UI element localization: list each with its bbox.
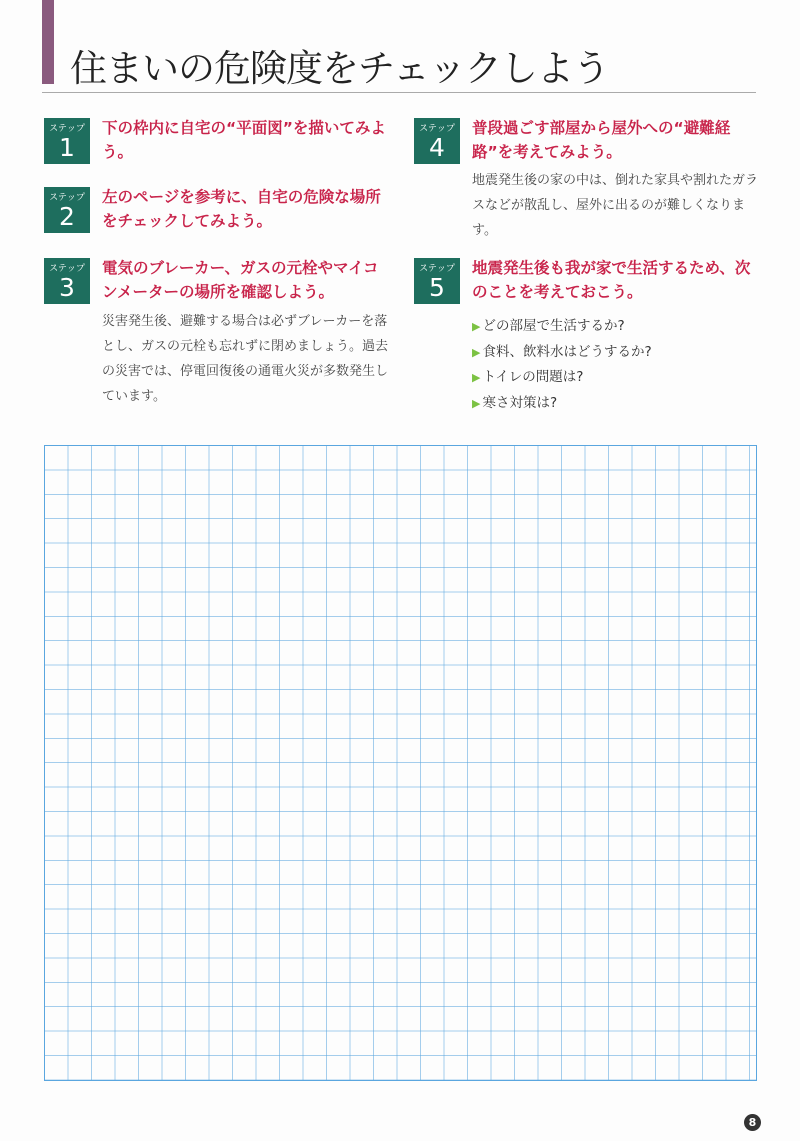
step-badge: ステップ 5 bbox=[414, 258, 460, 304]
step-badge: ステップ 3 bbox=[44, 258, 90, 304]
list-item: ▶ トイレの問題は? bbox=[472, 365, 652, 391]
step-heading: 下の枠内に自宅の“平面図”を描いてみよう。 bbox=[102, 119, 386, 161]
divider bbox=[42, 92, 756, 93]
page-title: 住まいの危険度をチェックしよう bbox=[70, 47, 609, 90]
step-heading: 地震発生後も我が家で生活するため、次のことを考えておこう。 bbox=[472, 259, 751, 301]
step-badge: ステップ 1 bbox=[44, 118, 90, 164]
step-heading: 電気のブレーカー、ガスの元栓やマイコンメーターの場所を確認しよう。 bbox=[102, 259, 379, 301]
title-accent-bar bbox=[42, 0, 54, 84]
list-item: ▶ 寒さ対策は? bbox=[472, 391, 652, 417]
step-body: 地震発生後の家の中は、倒れた家具や割れたガラスなどが散乱し、屋外に出るのが難しくなります。 bbox=[472, 173, 759, 238]
step-badge: ステップ 4 bbox=[414, 118, 460, 164]
page-number: 8 bbox=[744, 1114, 761, 1131]
floor-plan-grid[interactable] bbox=[44, 445, 757, 1081]
list-item: ▶ どの部屋で生活するか? bbox=[472, 314, 652, 340]
step-badge: ステップ 2 bbox=[44, 187, 90, 233]
step-heading: 左のページを参考に、自宅の危険な場所をチェックしてみよう。 bbox=[102, 188, 381, 230]
step-body: 災害発生後、避難する場合は必ずブレーカーを落とし、ガスの元栓も忘れずに閉めましょう。過去の災害では、停電回復後の通電火災が多数発生しています。 bbox=[102, 314, 389, 404]
step-heading: 普段過ごす部屋から屋外への“避難経路”を考えてみよう。 bbox=[472, 119, 731, 161]
list-item: ▶ 食料、飲料水はどうするか? bbox=[472, 340, 652, 366]
checklist bbox=[472, 314, 652, 416]
